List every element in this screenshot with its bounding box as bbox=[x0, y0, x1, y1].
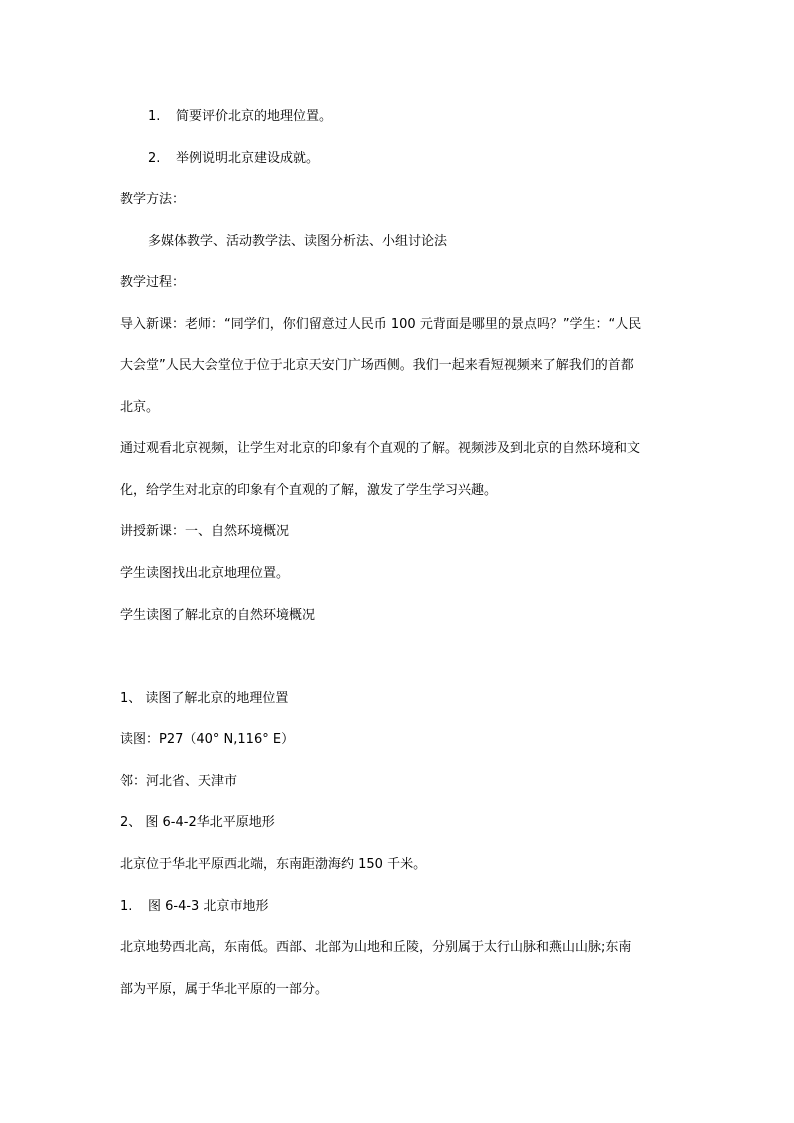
student-line-1: 学生读图找出北京地理位置。 bbox=[120, 566, 290, 581]
objective-number: 1. bbox=[148, 109, 161, 124]
objective-text: 举例说明北京建设成就。 bbox=[176, 151, 320, 166]
video-line-2: 化，给学生对北京的印象有个直观的了解，激发了学生学习兴趣。 bbox=[120, 483, 498, 498]
section1-neighbors: 邻：河北省、天津市 bbox=[120, 774, 238, 789]
lecture-heading: 讲授新课：一、自然环境概况 bbox=[120, 524, 290, 539]
objective-item-2 bbox=[148, 150, 319, 168]
section2-text: 北京位于华北平原西北端，东南距渤海约 150 千米。 bbox=[120, 857, 427, 872]
terrain-line-1: 北京地势西北高，东南低。西部、北部为山地和丘陵，分别属于太行山脉和燕山山脉;东南 bbox=[120, 940, 632, 955]
section1-title: 1、 读图了解北京的地理位置 bbox=[120, 691, 289, 706]
section3-title: 图 6-4-3 北京市地形 bbox=[148, 899, 269, 914]
section3-title-line bbox=[120, 898, 268, 916]
objective-text: 简要评价北京的地理位置。 bbox=[176, 109, 333, 124]
intro-line-1: 导入新课：老师：“同学们，你们留意过人民币 100 元背面是哪里的景点吗？”学生：“人民 bbox=[120, 317, 642, 332]
student-line-2: 学生读图了解北京的自然环境概况 bbox=[120, 608, 316, 623]
terrain-line-2: 部为平原，属于华北平原的一部分。 bbox=[120, 982, 329, 997]
method-heading: 教学方法： bbox=[120, 192, 186, 207]
method-text: 多媒体教学、活动教学法、读图分析法、小组讨论法 bbox=[148, 234, 448, 249]
objective-item-1 bbox=[148, 108, 332, 126]
intro-line-3: 北京。 bbox=[120, 400, 160, 415]
video-line-1: 通过观看北京视频，让学生对北京的印象有个直观的了解。视频涉及到北京的自然环境和文 bbox=[120, 441, 641, 456]
section2-title: 2、 图 6-4-2华北平原地形 bbox=[120, 815, 275, 830]
process-heading: 教学过程： bbox=[120, 275, 186, 290]
objective-number: 2. bbox=[148, 151, 161, 166]
intro-line-2: 大会堂”人民大会堂位于位于北京天安门广场西侧。我们一起来看短视频来了解我们的首都 bbox=[120, 358, 634, 373]
section3-number: 1. bbox=[120, 899, 133, 914]
section1-map-reference: 读图：P27（40° N,116° E） bbox=[120, 732, 295, 747]
